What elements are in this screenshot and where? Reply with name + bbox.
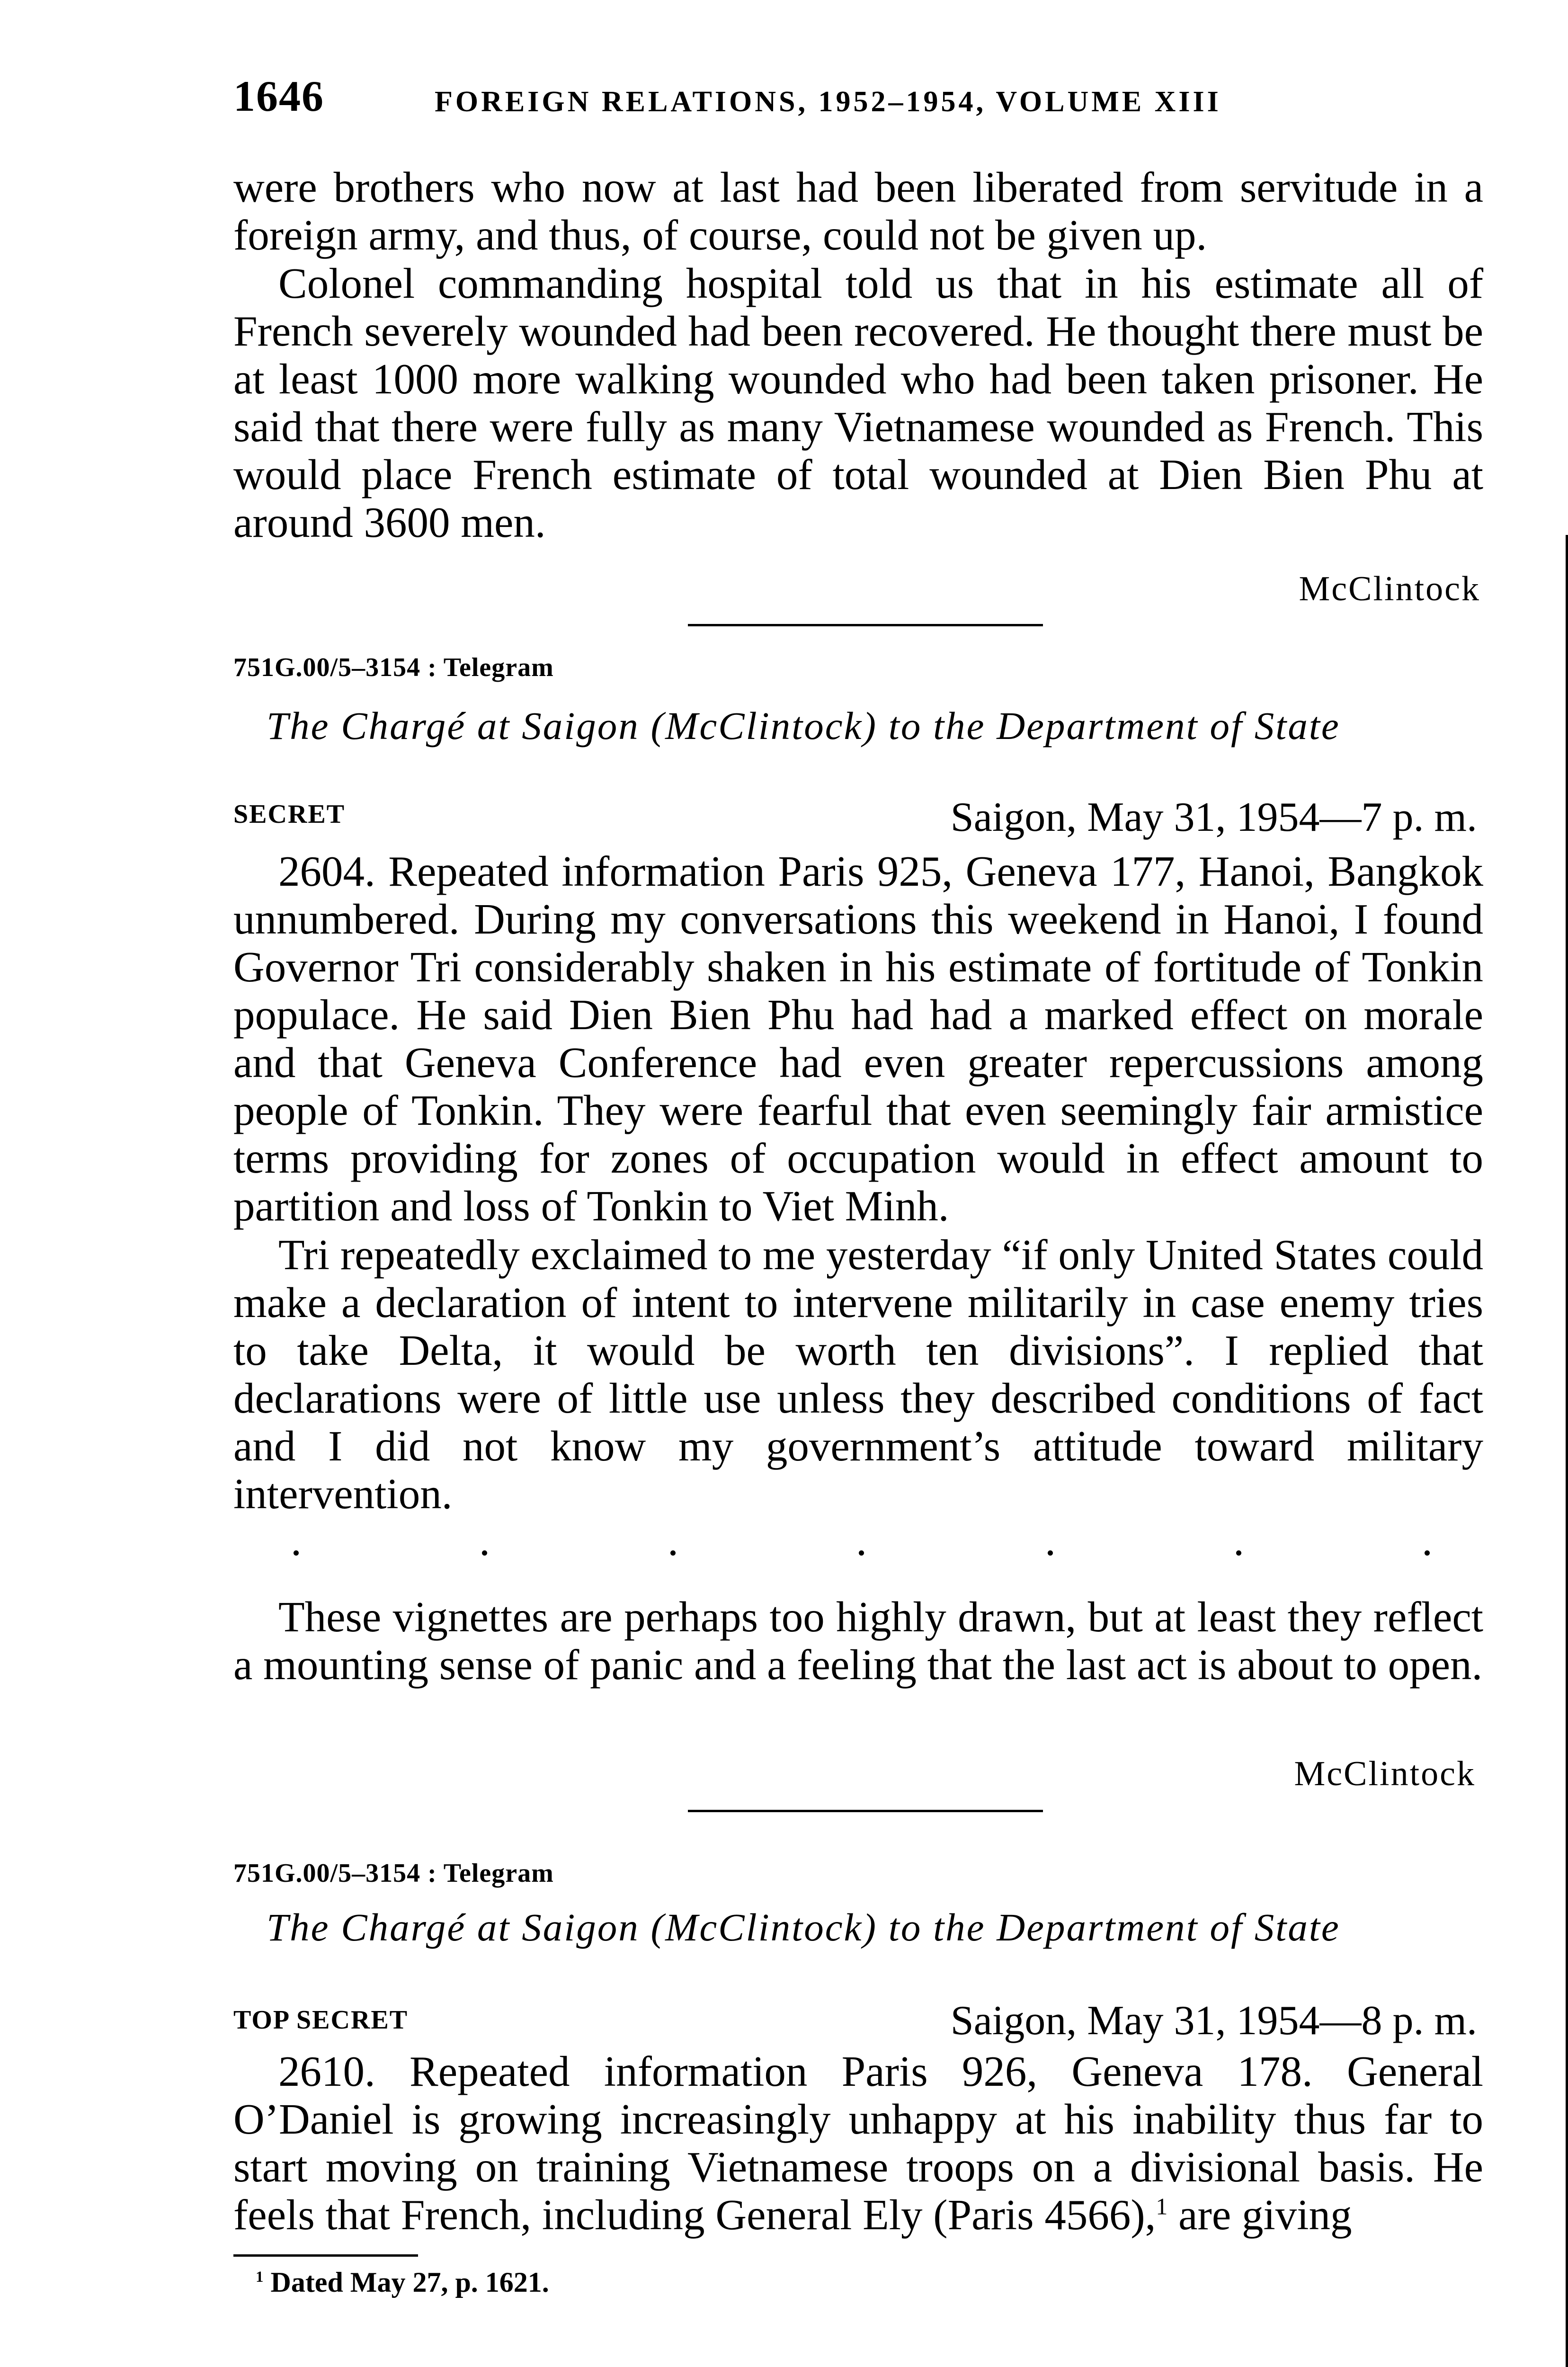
footnote-reference: 1: [1156, 2193, 1168, 2220]
doc1-classification: SECRET: [233, 800, 346, 829]
scan-edge: [1566, 535, 1568, 2367]
ellipsis-dot: [670, 1550, 676, 1556]
footnote-text: Dated May 27, p. 1621.: [263, 2267, 549, 2298]
doc1-paragraph-1: 2604. Repeated information Paris 925, Geneva 177, Hanoi, Bangkok unnumbered. During my conversations this weekend in Hanoi, I found Governor Tri considerably shaken in his estimate of fortitude of Tonkin populace. He said Dien Bien Phu had had a marked effect on morale and that Geneva Conference had even greater repercussions among people of Tonkin. They were fearful that even seemingly fair armistice terms providing for zones of occupation would in effect amount to partition and loss of Tonkin to Viet Minh.: [233, 847, 1483, 1230]
doc2-file-reference: 751G.00/5–3154 : Telegram: [233, 1859, 554, 1888]
ellipsis-dot: [1425, 1550, 1430, 1556]
doc2-classification: TOP SECRET: [233, 2005, 409, 2035]
ellipsis-dots: [294, 1550, 1430, 1556]
footnote-mark: 1: [256, 2269, 264, 2286]
doc2-title: The Chargé at Saigon (McClintock) to the Department of State: [267, 1905, 1340, 1949]
signature-mcclintock-1: McClintock: [1299, 570, 1480, 608]
doc1-file-reference: 751G.00/5–3154 : Telegram: [233, 653, 554, 682]
ellipsis-dot: [1048, 1550, 1053, 1556]
doc1-paragraph-2: Tri repeatedly exclaimed to me yesterday “if only United States could make a declaration of intent to intervene militarily in case enemy tries to take Delta, it would be worth ten divisions”. I replied that declarations were of little use unless they described conditions of fact and I did not know my government’s attitude toward military intervention.: [233, 1231, 1483, 1518]
doc2-dateline: Saigon, May 31, 1954—8 p. m.: [950, 1998, 1477, 2044]
page-number: 1646: [233, 72, 324, 120]
signature-mcclintock-2: McClintock: [1294, 1754, 1476, 1793]
continuation-paragraph-1: were brothers who now at last had been liberated from servitude in a foreign army, and thus, of course, could not be given up.: [233, 163, 1483, 259]
doc2-paragraph-1-tail: are giving: [1167, 2191, 1352, 2239]
running-title: FOREIGN RELATIONS, 1952–1954, VOLUME XIII: [435, 86, 1221, 118]
section-divider-2: [688, 1810, 1043, 1812]
doc1-title: The Chargé at Saigon (McClintock) to the Department of State: [267, 704, 1340, 747]
continuation-paragraph-2: Colonel commanding hospital told us that in his estimate all of French severely wounded had been recovered. He thought there must be at least 1000 more walking wounded who had been taken prisoner. He said that there were fully as many Vietnamese wounded as French. This would place French estimate of total wounded at Dien Bien Phu at around 3600 men.: [233, 259, 1483, 546]
doc1-paragraph-3: These vignettes are perhaps too highly drawn, but at least they reflect a mounting sense of panic and a feeling that the last act is about to open.: [233, 1593, 1483, 1689]
doc2-paragraph-1-text: 2610. Repeated information Paris 926, Geneva 178. General O’Daniel is growing increasingly unhappy at his inability thus far to start moving on training Vietnamese troops on a divisional basis. He feels that French, including General Ely (Paris 4566),: [233, 2047, 1483, 2239]
ellipsis-dot: [294, 1550, 299, 1556]
footnote-rule: [233, 2254, 418, 2257]
ellipsis-dot: [859, 1550, 864, 1556]
doc2-paragraph-1: [233, 2047, 1483, 2239]
ellipsis-dot: [1236, 1550, 1241, 1556]
ellipsis-dot: [482, 1550, 487, 1556]
doc1-dateline: Saigon, May 31, 1954—7 p. m.: [950, 794, 1477, 840]
section-divider-1: [688, 624, 1043, 626]
page-header: [233, 71, 1483, 128]
footnote: [256, 2266, 549, 2299]
